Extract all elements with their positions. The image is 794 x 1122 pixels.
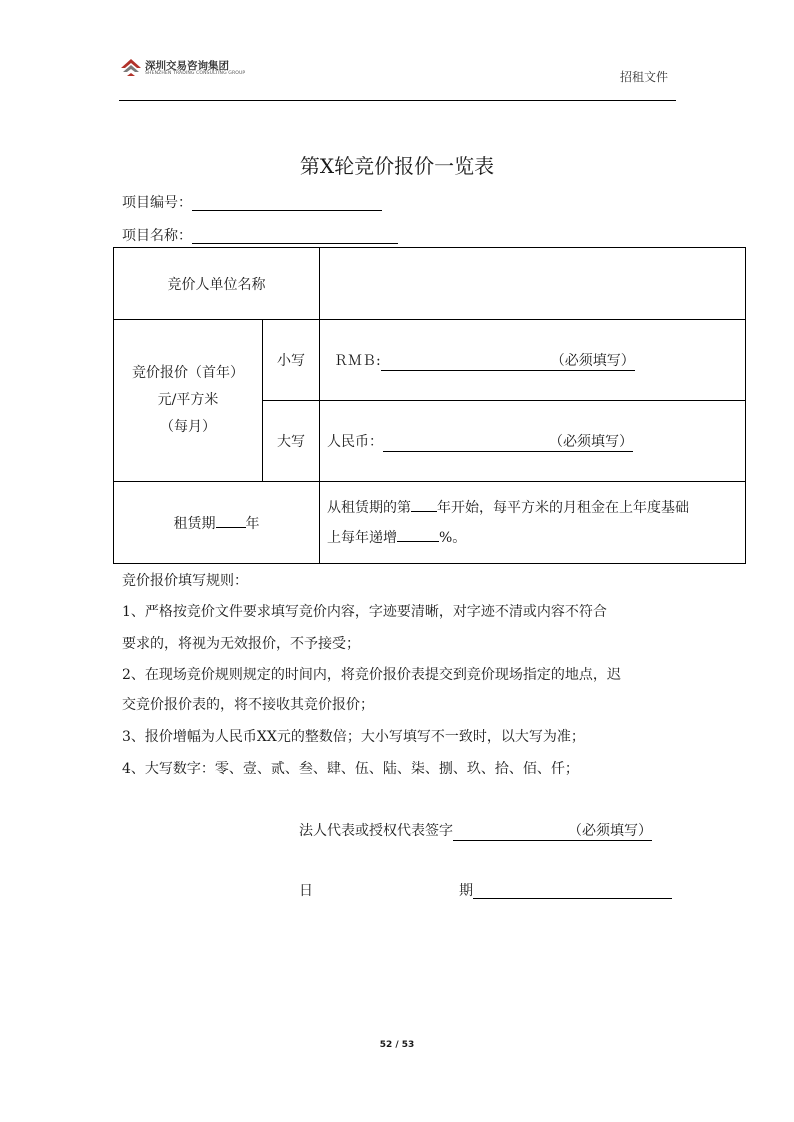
bid-price-line2: 元/平方米 — [157, 392, 219, 408]
lease-term-suffix: 年 — [245, 515, 260, 532]
logo-mark-icon — [119, 56, 143, 78]
date-label-1: 日 — [299, 883, 313, 899]
date-label-2: 期 — [459, 883, 473, 899]
upper-case-prefix: 人民币： — [327, 433, 383, 450]
upper-case-note: （必须填写） — [549, 433, 633, 450]
upper-case-label: 大写 — [263, 401, 320, 482]
project-number-field — [122, 192, 382, 212]
lower-case-blank[interactable] — [381, 350, 635, 371]
page-number: 52 / 53 — [379, 1040, 415, 1050]
rule-4: 4、大写数字：零、壹、贰、叁、肆、伍、陆、柒、捌、玖、拾、佰、仟； — [122, 761, 579, 777]
doc-type-label: 招租文件 — [620, 70, 669, 84]
bid-price-line1: 竞价报价（首年） — [132, 365, 244, 381]
project-number-label: 项目编号： — [122, 195, 192, 211]
project-name-label: 项目名称： — [122, 228, 192, 244]
start-year-blank[interactable] — [411, 497, 437, 512]
company-logo — [119, 56, 249, 82]
upper-case-cell[interactable] — [320, 401, 746, 482]
rule-2-line2: 交竞价报价表的，将不接收其竞价报价； — [122, 697, 374, 713]
rule-1-line1: 1、严格按竞价文件要求填写竞价内容，字迹要清晰，对字迹不清或内容不符合 — [122, 604, 607, 620]
table-row-lower — [114, 320, 746, 401]
bidder-label: 竞价人单位名称 — [114, 248, 320, 320]
signature-line — [299, 820, 652, 841]
lease-term-label — [114, 482, 320, 564]
upper-case-blank[interactable] — [383, 431, 633, 452]
date-blank[interactable] — [473, 882, 672, 899]
rules-heading: 竞价报价填写规则： — [122, 573, 248, 589]
signature-label: 法人代表或授权代表签字 — [299, 823, 453, 839]
quote-table — [113, 247, 746, 564]
logo-text-cn: 深圳交易咨询集团 — [145, 60, 229, 72]
lease-term-desc — [320, 482, 746, 564]
date-line — [459, 880, 672, 900]
lease-term-prefix: 租赁期 — [173, 515, 216, 532]
rule-1-line2: 要求的，将视为无效报价，不予接受； — [122, 636, 360, 652]
term-desc-1a: 从租赁期的第 — [327, 499, 411, 516]
term-desc-2a: 上每年递增 — [327, 529, 397, 546]
header-divider — [119, 100, 676, 101]
term-desc-2b: %。 — [439, 529, 467, 546]
bidder-value-cell[interactable] — [320, 248, 746, 320]
logo-text-en: SHENZHEN TRADING CONSULTING GROUP — [145, 71, 246, 76]
increase-rate-blank[interactable] — [397, 527, 439, 542]
table-row-bidder — [114, 248, 746, 320]
signature-note: （必须填写） — [568, 823, 652, 839]
lower-case-cell[interactable] — [320, 320, 746, 401]
project-number-blank[interactable] — [192, 194, 382, 211]
page-title: 第X轮竞价报价一览表 — [299, 154, 495, 178]
lease-term-blank[interactable] — [216, 513, 246, 528]
project-name-field — [122, 225, 398, 245]
lower-case-note: （必须填写） — [550, 352, 635, 369]
lower-case-label: 小写 — [263, 320, 320, 401]
bid-price-line3: （每月） — [160, 419, 216, 435]
signature-blank[interactable] — [453, 820, 652, 841]
rule-2-line1: 2、在现场竞价规则规定的时间内，将竞价报价表提交到竞价现场指定的地点，迟 — [122, 667, 621, 683]
lower-case-prefix: ＲＭＢ: — [334, 352, 381, 369]
table-row-term — [114, 482, 746, 564]
project-name-blank[interactable] — [192, 227, 398, 244]
term-desc-1b: 年开始，每平方米的月租金在上年度基础 — [437, 499, 689, 516]
rule-3: 3、报价增幅为人民币XX元的整数倍；大小写填写不一致时，以大写为准； — [122, 729, 585, 745]
bid-price-label — [114, 320, 263, 482]
